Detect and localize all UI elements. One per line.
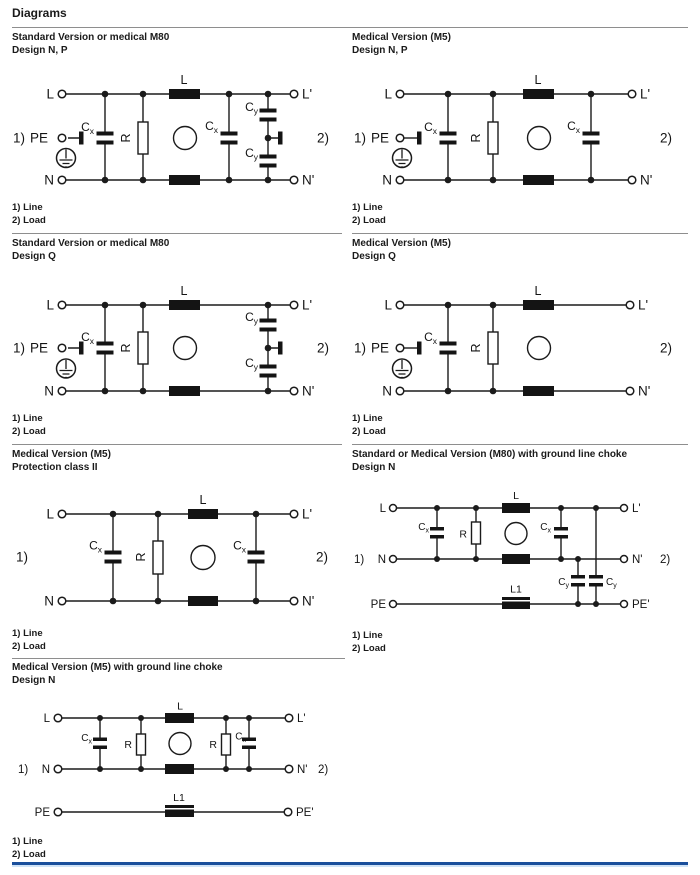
cx-capacitor-1	[93, 738, 107, 750]
resistor-right-label: R	[209, 739, 217, 751]
resistor	[153, 541, 163, 574]
label-n-in: N	[382, 172, 392, 188]
terminal-n-out	[628, 176, 636, 184]
junction-dots	[110, 511, 260, 605]
label-pe-in: PE	[371, 340, 390, 356]
inductor-top	[502, 503, 530, 513]
inductor-bottom	[523, 175, 554, 185]
cy-capacitor-bottom	[260, 365, 277, 378]
rule	[12, 444, 342, 445]
terminal-l-out	[290, 301, 298, 309]
inductor-label: L	[180, 284, 188, 298]
terminal-n-in	[390, 556, 397, 563]
cy-bottom-label: $C_y$	[245, 356, 258, 372]
rule	[12, 658, 345, 659]
inductor-label: L	[177, 700, 183, 713]
terminal-n-in	[396, 387, 404, 395]
rule	[352, 444, 688, 445]
terminal-n-in	[396, 176, 404, 184]
title-rule	[12, 27, 688, 28]
choke-circle	[191, 546, 215, 570]
resistor-label: R	[119, 343, 133, 353]
cx2-label: $C_x$	[567, 119, 580, 135]
cy-bottom-label: $C_y$	[245, 146, 258, 162]
inductor-label: L	[180, 73, 188, 87]
section-title-m5-np: Medical Version (M5) Design N, P	[352, 32, 451, 56]
junction-dots	[445, 91, 595, 184]
terminal-n-out	[285, 765, 293, 773]
cy-capacitor-top	[260, 319, 277, 332]
protective-earth-icon	[393, 149, 412, 168]
note-line: 1)	[18, 764, 29, 776]
footnote-m5-ground-choke: 1) Line 2) Load	[12, 836, 46, 860]
terminal-l-out	[628, 90, 636, 98]
section-title-std-np: Standard Version or medical M80 Design N, P	[12, 32, 170, 56]
cx2-label: $C_x$	[205, 119, 218, 135]
inductor-label: L	[199, 493, 207, 507]
label-l-out: L'	[632, 503, 641, 515]
terminal-l-in	[58, 301, 66, 309]
label-pe-in: PE	[371, 130, 390, 146]
cx1-label: $C_x$	[424, 120, 437, 136]
label-pe-in: PE	[370, 599, 386, 611]
cy-right-label: $C_y$	[606, 577, 617, 590]
resistor	[472, 522, 481, 544]
cx-capacitor-1	[440, 132, 457, 145]
terminal-n-out	[290, 176, 298, 184]
label-n-in: N	[44, 383, 54, 399]
terminal-l-out	[290, 510, 298, 518]
label-l-in: L	[46, 297, 54, 313]
resistor-label: R	[469, 343, 483, 353]
inductor-bottom	[502, 554, 530, 564]
page-title: Diagrams	[12, 6, 67, 20]
inductor-top	[165, 713, 194, 723]
cy-capacitor-right	[589, 575, 603, 587]
label-n-out: N'	[297, 764, 308, 776]
resistor	[488, 122, 498, 154]
inductor-label: L	[513, 490, 519, 502]
label-n-in: N	[44, 593, 54, 609]
resistor-label: R	[469, 133, 483, 143]
label-l-in: L	[43, 713, 50, 725]
resistor-left-label: R	[124, 739, 132, 751]
note-line: 1)	[16, 549, 29, 565]
resistor-label: R	[119, 133, 133, 143]
note-load: 2)	[317, 340, 330, 356]
resistor-right	[222, 734, 231, 755]
terminal-l-out	[621, 505, 628, 512]
choke-circle	[169, 733, 191, 755]
rule	[12, 233, 342, 234]
footnote-m5-q: 1) Line 2) Load	[352, 413, 386, 437]
note-load: 2)	[318, 764, 329, 776]
cy-top-label: $C_y$	[245, 100, 258, 116]
section-title-m5-q: Medical Version (M5) Design Q	[352, 238, 451, 262]
cx-capacitor-2	[248, 551, 265, 564]
terminal-n-in	[58, 176, 66, 184]
label-n-out: N'	[302, 593, 315, 609]
wires	[66, 514, 290, 601]
inductor-top	[188, 509, 218, 519]
resistor-label: R	[134, 552, 148, 562]
resistor	[138, 122, 148, 154]
cx-capacitor-2	[554, 527, 568, 539]
terminal-l-in	[390, 505, 397, 512]
label-n-out: N'	[638, 383, 651, 399]
terminal-pe-in	[54, 808, 62, 816]
terminal-n-out	[626, 387, 634, 395]
terminal-n-in	[58, 597, 66, 605]
inductor-label: L	[534, 73, 542, 87]
cx2-label: $C_x$	[233, 538, 246, 555]
label-n-in: N	[377, 554, 386, 566]
terminal-n-out	[290, 597, 298, 605]
ground-choke-label: L1	[173, 792, 185, 804]
label-n-in: N	[41, 764, 50, 776]
note-line: 1)	[354, 340, 367, 356]
diagram-m5-np	[340, 62, 700, 202]
cx-capacitor-1	[105, 551, 122, 564]
note-load: 2)	[660, 340, 673, 356]
wires	[404, 305, 626, 391]
cy-capacitor-bottom	[260, 155, 277, 168]
inductor-bottom	[169, 175, 200, 185]
choke-circle	[528, 127, 551, 150]
label-pe-out: PE'	[632, 599, 650, 611]
terminal-l-out	[626, 301, 634, 309]
terminal-l-out	[290, 90, 298, 98]
label-l-out: L'	[638, 297, 649, 313]
rule	[352, 233, 688, 234]
diagram-standard-m80-np	[0, 62, 345, 202]
section-title-m5-class2: Medical Version (M5) Protection class II	[12, 449, 111, 473]
label-pe-in: PE	[30, 130, 49, 146]
choke-circle	[528, 337, 551, 360]
resistor-label: R	[459, 528, 467, 541]
terminal-n-in	[54, 765, 62, 773]
label-n-out: N'	[640, 172, 653, 188]
section-title-m80-ground-choke: Standard or Medical Version (M80) with ground line choke Design N	[352, 449, 628, 473]
choke-circle	[505, 523, 527, 545]
pe-terminal-bar	[417, 342, 422, 355]
terminal-l-in	[58, 90, 66, 98]
diagram-standard-m80-q	[0, 273, 345, 413]
inductor-top	[523, 89, 554, 99]
cy-top-label: $C_y$	[245, 310, 258, 326]
inductor-bottom	[165, 764, 194, 774]
load-pe-bar	[278, 342, 283, 355]
terminal-l-in	[54, 714, 62, 722]
label-l-out: L'	[302, 297, 313, 313]
footnote-std-q: 1) Line 2) Load	[12, 413, 46, 437]
note-line: 1)	[354, 554, 365, 566]
resistor	[488, 332, 498, 364]
cx-capacitor-1	[430, 527, 444, 539]
label-l-out: L'	[302, 506, 313, 522]
label-n-out: N'	[302, 172, 315, 188]
note-line: 1)	[13, 340, 26, 356]
terminal-pe-out	[621, 601, 628, 608]
label-pe-in: PE	[34, 807, 50, 819]
cx2-label: $C_x$	[235, 731, 246, 744]
label-n-in: N	[382, 383, 392, 399]
pe-terminal-bar	[417, 132, 422, 145]
footnote-m80-ground-choke: 1) Line 2) Load	[352, 630, 386, 654]
protective-earth-icon	[57, 149, 76, 168]
ground-choke-label: L1	[510, 583, 522, 596]
diagram-m5-class2	[0, 482, 345, 627]
label-pe-out: PE'	[296, 807, 314, 819]
footnote-m5-class2: 1) Line 2) Load	[12, 628, 46, 652]
diagram-m5-ground-choke	[0, 695, 345, 845]
note-line: 1)	[13, 130, 26, 146]
inductor-top	[523, 300, 554, 310]
note-load: 2)	[660, 130, 673, 146]
cy-left-label: $C_y$	[558, 577, 569, 590]
label-l-in: L	[46, 506, 54, 522]
terminal-n-out	[621, 556, 628, 563]
cx-capacitor-2	[221, 132, 238, 145]
note-load: 2)	[660, 554, 671, 566]
cx1-label: $C_x$	[89, 538, 102, 555]
cy-capacitor-top	[260, 109, 277, 122]
inductor-top	[169, 300, 200, 310]
terminal-l-in	[396, 301, 404, 309]
ground-line-choke	[165, 805, 194, 817]
label-l-in: L	[384, 297, 392, 313]
label-pe-in: PE	[30, 340, 49, 356]
terminal-pe-in	[58, 134, 66, 142]
terminal-pe-in	[58, 344, 66, 352]
section-title-m5-ground-choke: Medical Version (M5) with ground line choke Design N	[12, 662, 223, 686]
cy-capacitor-left	[571, 575, 585, 587]
label-l-in: L	[46, 86, 54, 102]
resistor-left	[137, 734, 146, 755]
terminal-pe-out	[284, 808, 292, 816]
label-l-out: L'	[640, 86, 651, 102]
cx-capacitor-1	[440, 342, 457, 355]
note-load: 2)	[316, 549, 329, 565]
inductor-label: L	[534, 284, 542, 298]
label-n-out: N'	[302, 383, 315, 399]
terminal-l-out	[285, 714, 293, 722]
terminal-pe-in	[396, 344, 404, 352]
choke-circle	[174, 337, 197, 360]
inductor-bottom	[188, 596, 218, 606]
bottom-accent-rule-light	[12, 865, 688, 867]
section-title-std-q: Standard Version or medical M80 Design Q	[12, 238, 170, 262]
ground-line-choke	[502, 597, 530, 609]
cx-capacitor-1	[97, 132, 114, 145]
inductor-bottom	[523, 386, 554, 396]
footnote-std-np: 1) Line 2) Load	[12, 202, 46, 226]
note-line: 1)	[354, 130, 367, 146]
inductor-top	[169, 89, 200, 99]
terminal-n-in	[58, 387, 66, 395]
diagram-m5-q	[340, 273, 700, 413]
load-pe-bar	[278, 132, 283, 145]
protective-earth-icon	[57, 359, 76, 378]
cx1-label: $C_x$	[424, 330, 437, 346]
label-l-out: L'	[297, 713, 306, 725]
inductor-bottom	[169, 386, 200, 396]
cx1-label: $C_x$	[81, 120, 94, 136]
protective-earth-icon	[393, 359, 412, 378]
cx-capacitor-2	[583, 132, 600, 145]
terminal-pe-in	[396, 134, 404, 142]
cx1-label: $C_x$	[81, 330, 94, 346]
label-l-in: L	[384, 86, 392, 102]
terminal-n-out	[290, 387, 298, 395]
terminal-pe-in	[390, 601, 397, 608]
label-n-out: N'	[632, 554, 643, 566]
resistor	[138, 332, 148, 364]
label-l-out: L'	[302, 86, 313, 102]
label-l-in: L	[379, 503, 386, 515]
terminal-l-in	[396, 90, 404, 98]
label-n-in: N	[44, 172, 54, 188]
note-load: 2)	[317, 130, 330, 146]
wires	[404, 94, 628, 180]
diagram-m80-ground-choke	[340, 482, 700, 632]
terminal-l-in	[58, 510, 66, 518]
footnote-m5-np: 1) Line 2) Load	[352, 202, 386, 226]
choke-circle	[174, 127, 197, 150]
cx1-label: $C_x$	[81, 733, 92, 746]
cx1-label: $C_x$	[418, 522, 429, 535]
cx-capacitor-1	[97, 342, 114, 355]
cx2-label: $C_x$	[540, 522, 551, 535]
